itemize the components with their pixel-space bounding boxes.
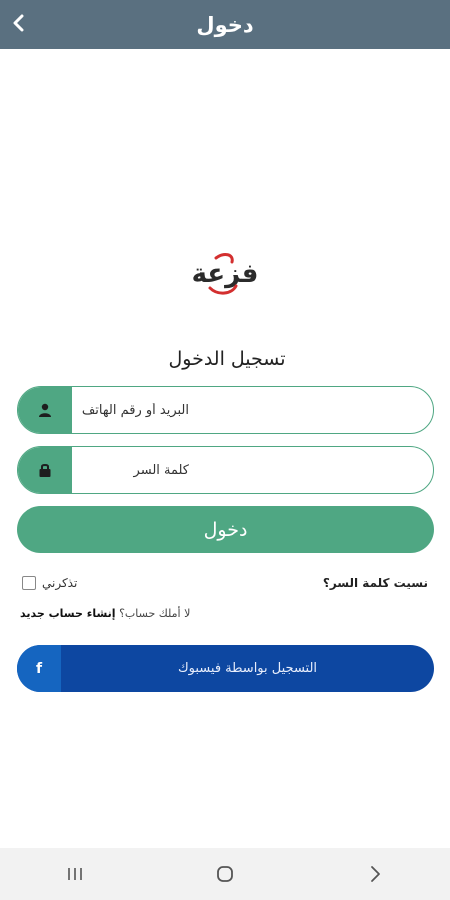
user-icon [37,402,53,418]
logo-wordmark: فزعة [191,259,259,289]
login-button[interactable]: دخول [17,506,434,553]
lock-icon [38,462,52,478]
password-icon-cap [18,447,72,493]
remember-me[interactable] [22,576,77,590]
create-account-link[interactable]: إنشاء حساب جديد [20,607,116,620]
recent-apps-icon [66,866,84,882]
remember-checkbox[interactable] [22,576,36,590]
page-title: دخول [196,12,254,37]
back-icon [369,865,381,883]
back-nav-button[interactable] [345,854,405,894]
password-input[interactable] [72,447,433,493]
username-field [17,386,434,434]
facebook-login-button[interactable] [17,645,434,692]
system-nav-bar [0,848,450,900]
recent-apps-button[interactable] [45,854,105,894]
no-account-text: لا أملك حساب؟ [119,607,191,620]
login-heading: تسجيل الدخول [168,348,286,370]
username-input[interactable] [72,387,433,433]
logo-mark [180,248,270,298]
chevron-left-icon [10,14,28,32]
facebook-icon: f [17,645,61,692]
username-icon-cap [18,387,72,433]
home-button[interactable] [195,854,255,894]
password-field [17,446,434,494]
signup-prompt [20,607,190,620]
remember-label: تذكرني [42,576,78,590]
app-header [0,0,450,49]
home-icon [215,864,235,884]
forgot-password-link[interactable]: نسيت كلمة السر؟ [322,576,428,590]
back-button[interactable] [4,8,34,38]
brand-logo [180,248,270,298]
facebook-label: التسجيل بواسطة فيسبوك [177,661,318,676]
